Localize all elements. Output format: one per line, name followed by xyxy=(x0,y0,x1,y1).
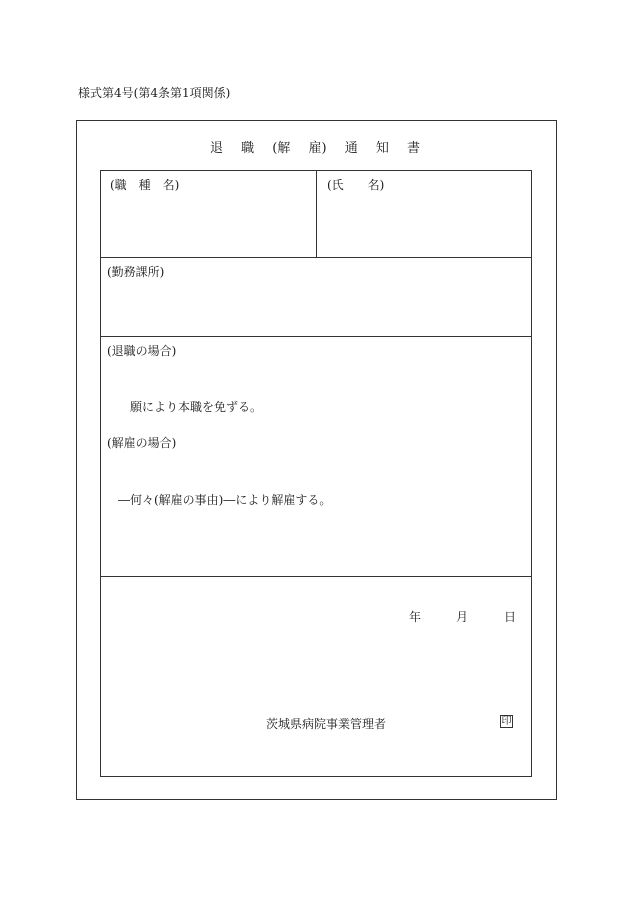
title-char: 雇) xyxy=(308,141,327,156)
row-divider xyxy=(100,336,532,337)
title-char: 職 xyxy=(241,141,255,156)
document-title xyxy=(0,137,630,156)
dismissal-case-label: (解雇の場合) xyxy=(107,436,177,450)
title-char: (解 xyxy=(272,141,291,156)
form-table xyxy=(100,170,532,777)
dismissal-text: ―何々(解雇の事由)―により解雇する。 xyxy=(118,493,332,507)
form-number: 様式第4号(第4条第1項関係) xyxy=(78,86,231,100)
title-char: 通 xyxy=(344,141,358,156)
retirement-text: 願により本職を免ずる。 xyxy=(130,400,263,414)
issuer-name: 茨城県病院事業管理者 xyxy=(266,717,387,731)
name-label: (氏 名) xyxy=(327,178,385,192)
date-year: 年 xyxy=(409,610,422,624)
job-type-label: (職 種 名) xyxy=(110,178,180,192)
row-divider xyxy=(100,576,532,577)
date-day: 日 xyxy=(504,610,517,624)
title-char: 知 xyxy=(375,141,389,156)
title-char: 書 xyxy=(407,141,421,156)
workplace-label: (勤務課所) xyxy=(107,265,165,279)
seal-mark: 印 xyxy=(501,716,512,727)
date-month: 月 xyxy=(456,610,469,624)
column-divider xyxy=(316,170,317,257)
row-divider xyxy=(100,257,532,258)
retirement-case-label: (退職の場合) xyxy=(107,344,177,358)
title-char: 退 xyxy=(209,141,223,156)
